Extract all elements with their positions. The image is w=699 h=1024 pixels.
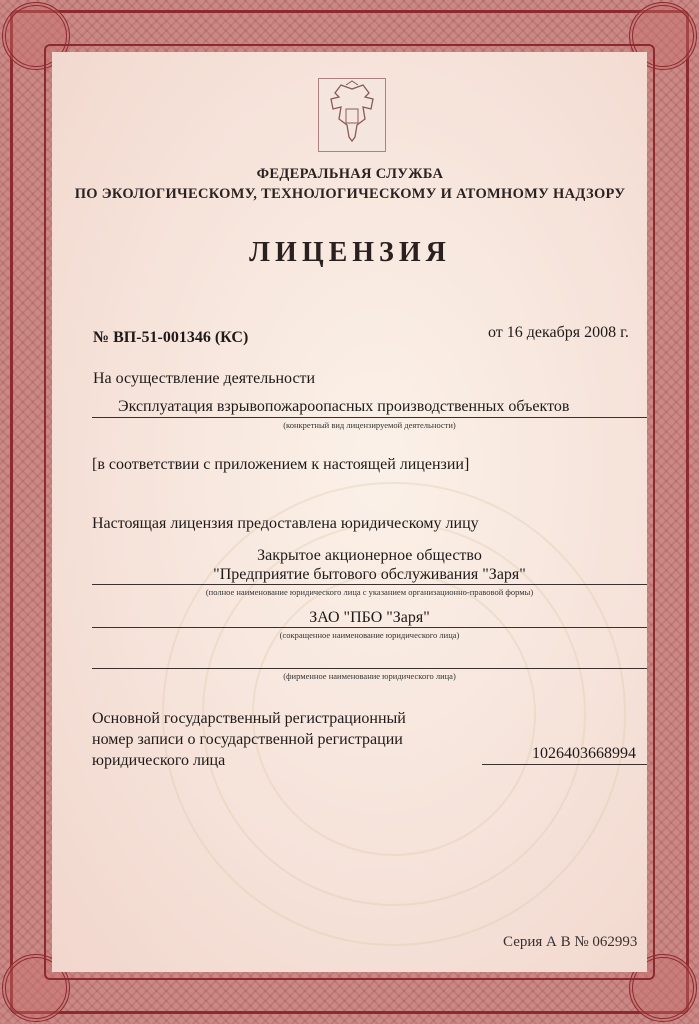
- annex-note: [в соответствии с приложением к настоящей лицензии]: [92, 456, 470, 473]
- ogrn-label-line1: Основной государственный регистрационный: [92, 710, 406, 727]
- ogrn-value: 1026403668994: [532, 745, 636, 762]
- short-name: ЗАО "ПБО "Заря": [309, 609, 430, 626]
- short-name-underline: [92, 627, 647, 628]
- series-number: Серия А В № 062993: [503, 934, 638, 950]
- short-name-caption: (сокращенное наименование юридического лица): [279, 630, 460, 640]
- ogrn-label-line2: номер записи о государственной регистрации: [92, 731, 403, 748]
- activity-value: Эксплуатация взрывопожароопасных производственных объектов: [118, 398, 570, 415]
- brand-name-underline: [92, 668, 647, 669]
- brand-name-caption: (фирменное наименование юридического лица): [283, 671, 456, 681]
- double-headed-eagle-icon: [319, 79, 385, 151]
- full-name-line2: "Предприятие бытового обслуживания "Заря": [213, 566, 526, 583]
- agency-name-line1: ФЕДЕРАЛЬНАЯ СЛУЖБА: [256, 166, 444, 182]
- full-name-line1: Закрытое акционерное общество: [257, 547, 482, 564]
- activity-label: На осуществление деятельности: [93, 370, 316, 387]
- border-inner-line: [44, 44, 655, 980]
- ogrn-label-line3: юридического лица: [92, 752, 226, 769]
- license-date: от 16 декабря 2008 г.: [488, 324, 629, 341]
- license-number: № ВП-51-001346 (КС): [93, 329, 249, 346]
- ogrn-underline: [482, 764, 647, 765]
- full-name-caption: (полное наименование юридического лица с указанием организационно-правовой формы): [205, 587, 534, 597]
- document-title: ЛИЦЕНЗИЯ: [249, 237, 451, 268]
- coat-of-arms-emblem: [318, 78, 386, 152]
- granted-to-label: Настоящая лицензия предоставлена юридическому лицу: [92, 515, 479, 532]
- activity-underline: [92, 417, 647, 418]
- full-name-underline: [92, 584, 647, 585]
- agency-name-line2: ПО ЭКОЛОГИЧЕСКОМУ, ТЕХНОЛОГИЧЕСКОМУ И АТОМНОМУ НАДЗОРУ: [74, 186, 626, 202]
- activity-caption: (конкретный вид лицензируемой деятельности): [283, 420, 456, 430]
